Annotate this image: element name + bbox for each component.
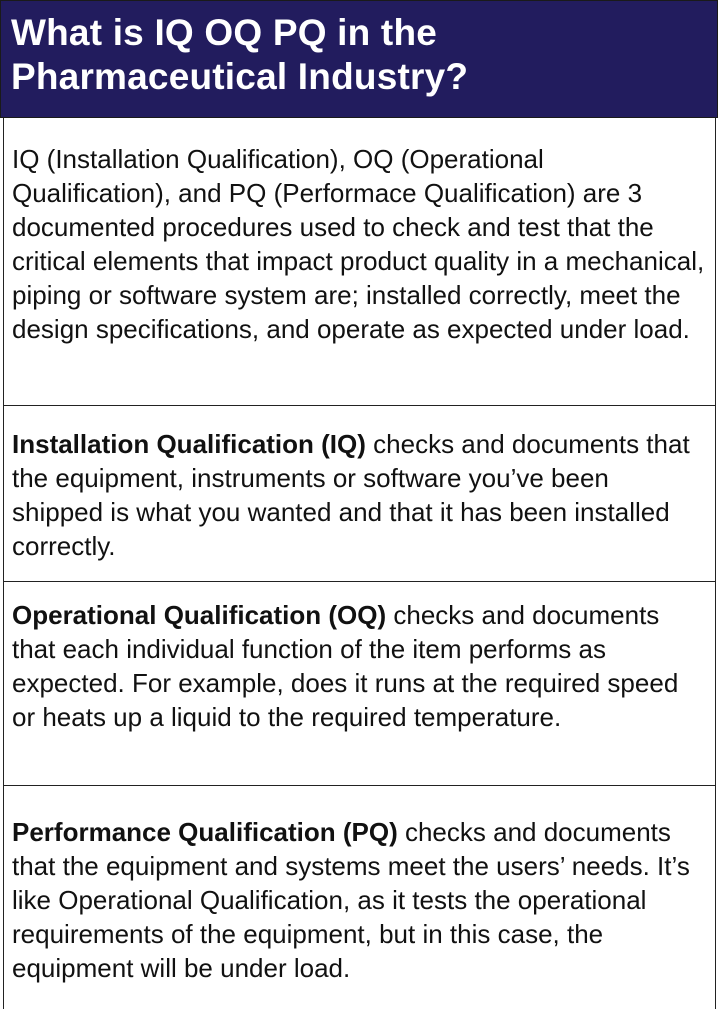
oq-description: checks and documents that each individual function of the item performs as expected. For example, does it runs at the required speed or heats up a liquid to the required temperature.	[12, 600, 679, 732]
pq-paragraph	[12, 815, 707, 985]
page-title-line-2: Pharmaceutical Industry?	[11, 56, 469, 97]
iq-term: Installation Qualification (IQ)	[12, 429, 366, 459]
iq-description: checks and documents that the equipment, instruments or software you’ve been shipped is what you wanted and that it has been installed correctly.	[12, 429, 690, 561]
oq-term: Operational Qualification (OQ)	[12, 600, 387, 630]
page-title	[11, 11, 707, 99]
pq-description: checks and documents that the equipment and systems meet the users’ needs. It’s like Operational Qualification, as it tests the operational requirements of the equipment, but in this case, the equipment will be under load.	[12, 817, 690, 983]
oq-paragraph	[12, 598, 707, 734]
iq-section	[3, 406, 716, 582]
oq-section	[3, 582, 716, 786]
iq-paragraph	[12, 427, 707, 563]
intro-text: IQ (Installation Qualification), OQ (Operational Qualification), and PQ (Performace Qualification) are 3 documented procedures used to check and test that the critical elements that impact product quality in a mechanical, piping or software system are; installed correctly, meet the design specifications, and operate as expected under load.	[12, 144, 705, 344]
pq-term: Performance Qualification (PQ)	[12, 817, 398, 847]
intro-section	[3, 118, 716, 406]
title-banner	[0, 0, 718, 118]
page-title-line-1: What is IQ OQ PQ in the	[11, 12, 438, 53]
pq-section	[3, 786, 716, 1009]
